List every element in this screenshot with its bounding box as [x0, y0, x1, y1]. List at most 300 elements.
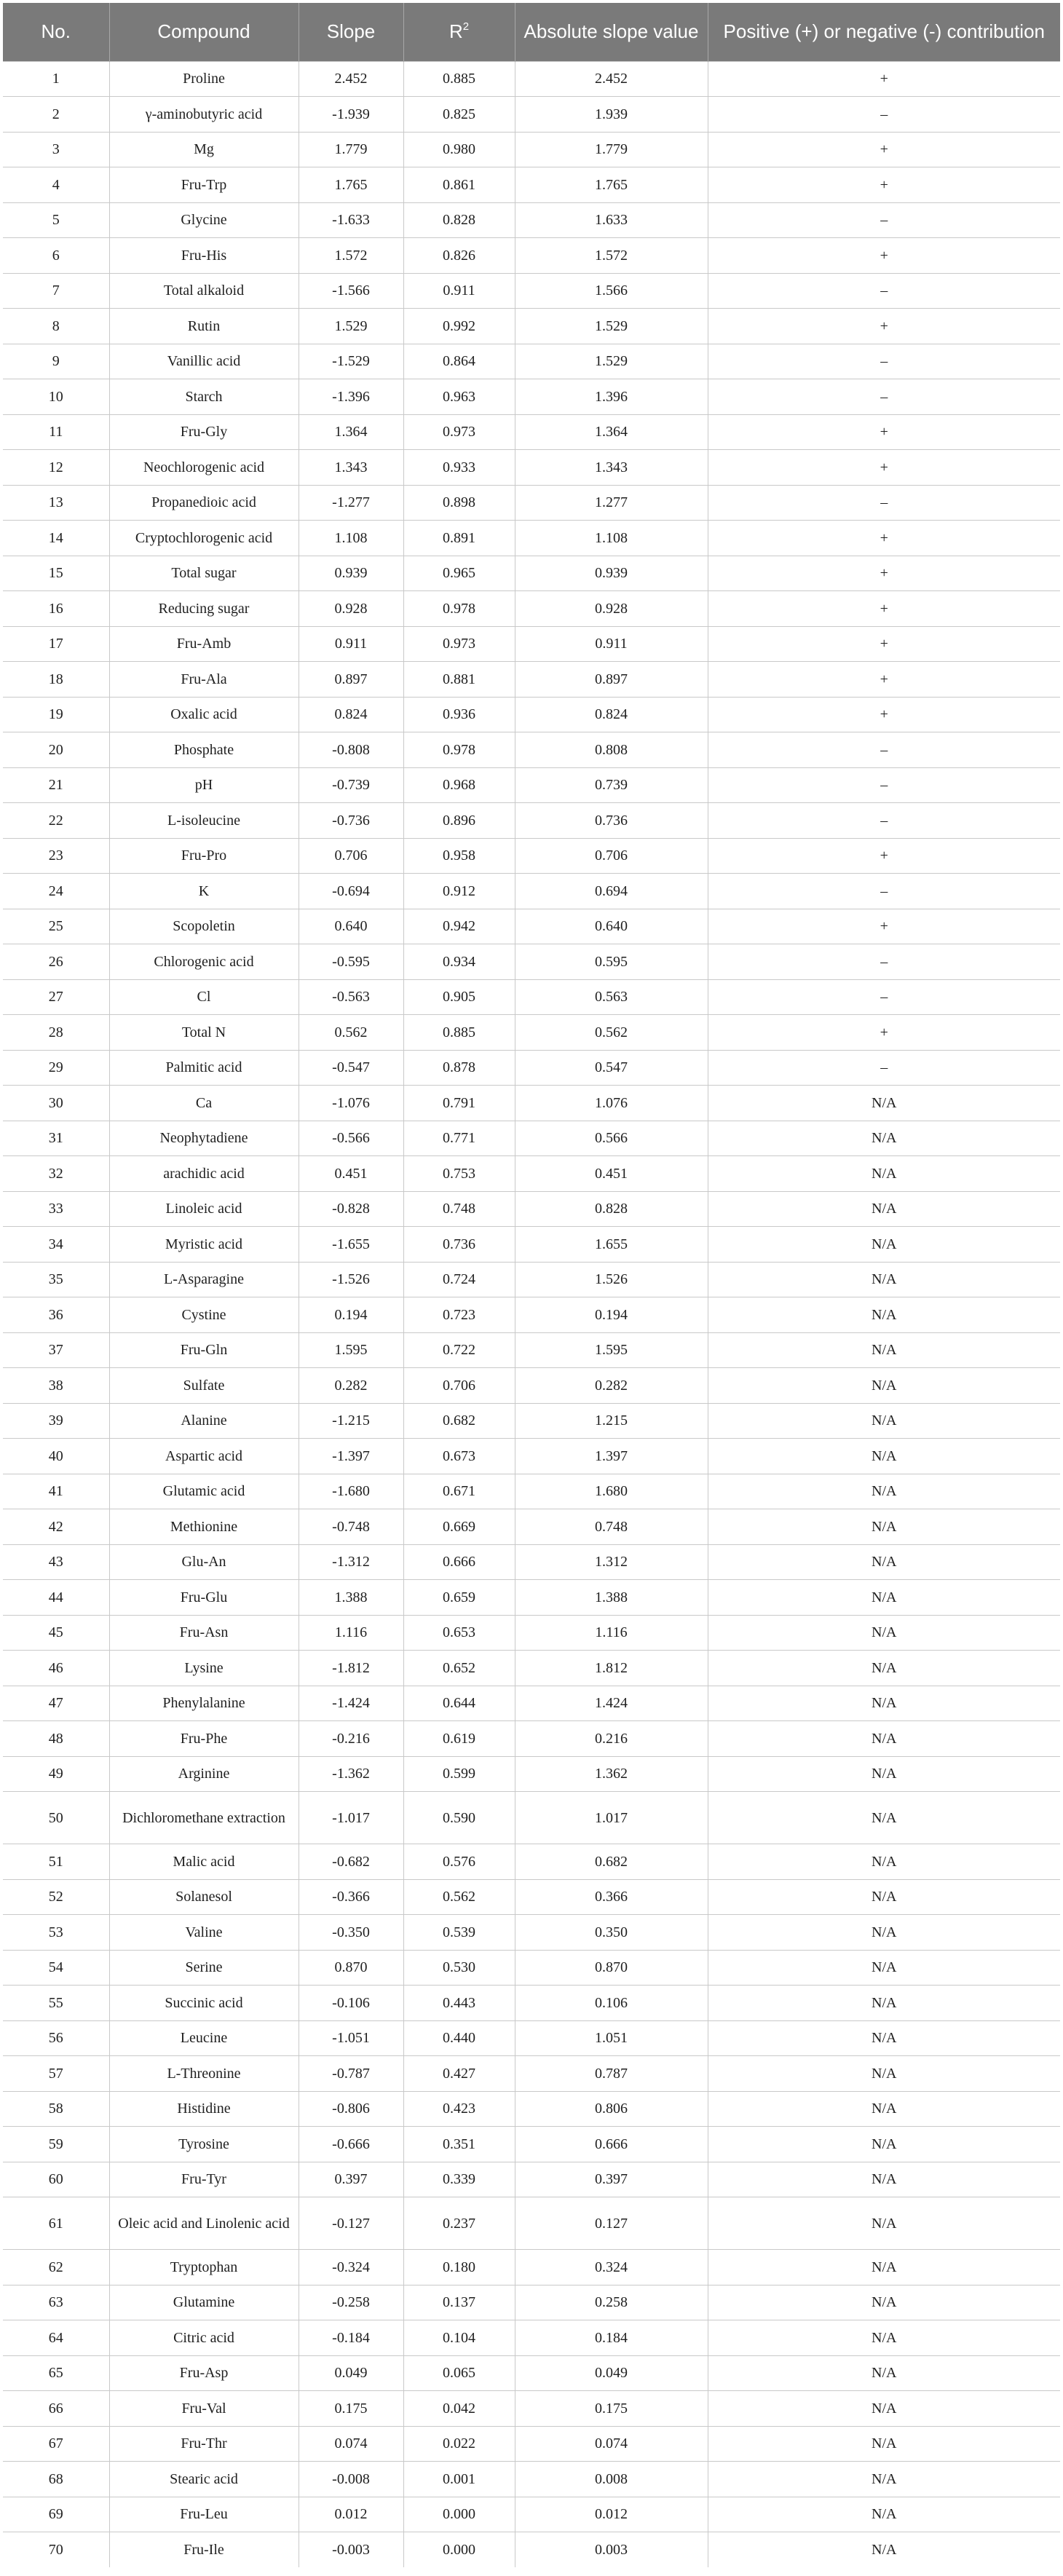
cell-compound: L-Threonine [109, 2056, 299, 2092]
cell-slope: -1.939 [299, 97, 403, 133]
table-row [3, 909, 1060, 944]
cell-slope: -1.812 [299, 1651, 403, 1686]
table-row [3, 2532, 1060, 2568]
cell-absolute-slope: 0.808 [515, 732, 708, 768]
cell-absolute-slope: 0.451 [515, 1156, 708, 1192]
table-row [3, 1191, 1060, 1227]
cell-r2: 0.771 [403, 1121, 515, 1156]
cell-absolute-slope: 0.562 [515, 1015, 708, 1051]
cell-absolute-slope: 0.258 [515, 2285, 708, 2320]
cell-r2: 0.825 [403, 97, 515, 133]
cell-r2: 0.748 [403, 1191, 515, 1227]
cell-r2: 0.706 [403, 1368, 515, 1404]
table-row [3, 2091, 1060, 2127]
cell-compound: Propanedioic acid [109, 485, 299, 521]
cell-contribution: + [708, 626, 1060, 662]
cell-compound: Solanesol [109, 1879, 299, 1915]
cell-compound: Phenylalanine [109, 1686, 299, 1721]
cell-contribution: + [708, 909, 1060, 944]
cell-compound: Total N [109, 1015, 299, 1051]
cell-compound: Dichloromethane extraction [109, 1792, 299, 1844]
cell-r2: 0.427 [403, 2056, 515, 2092]
cell-slope: -0.547 [299, 1050, 403, 1086]
table-row [3, 2497, 1060, 2532]
cell-contribution: N/A [708, 1544, 1060, 1580]
cell-no: 55 [3, 1986, 109, 2021]
cell-r2: 0.000 [403, 2497, 515, 2532]
cell-contribution: + [708, 591, 1060, 627]
cell-contribution: N/A [708, 1915, 1060, 1951]
table-row [3, 2056, 1060, 2092]
table-row [3, 1879, 1060, 1915]
cell-r2: 0.891 [403, 521, 515, 556]
cell-contribution: + [708, 697, 1060, 732]
cell-no: 24 [3, 874, 109, 909]
table-row [3, 414, 1060, 450]
cell-no: 17 [3, 626, 109, 662]
cell-compound: Sulfate [109, 1368, 299, 1404]
cell-compound: Mg [109, 132, 299, 167]
cell-absolute-slope: 1.939 [515, 97, 708, 133]
cell-slope: -0.324 [299, 2250, 403, 2285]
cell-slope: -0.682 [299, 1844, 403, 1880]
cell-absolute-slope: 1.529 [515, 309, 708, 344]
cell-slope: -0.350 [299, 1915, 403, 1951]
cell-slope: -0.366 [299, 1879, 403, 1915]
cell-absolute-slope: 0.366 [515, 1879, 708, 1915]
table-row [3, 1792, 1060, 1844]
cell-r2: 0.339 [403, 2162, 515, 2197]
cell-contribution: N/A [708, 1686, 1060, 1721]
cell-no: 40 [3, 1439, 109, 1474]
cell-r2: 0.973 [403, 414, 515, 450]
cell-no: 45 [3, 1615, 109, 1651]
cell-r2: 0.968 [403, 767, 515, 803]
cell-contribution: N/A [708, 1615, 1060, 1651]
cell-slope: 1.595 [299, 1332, 403, 1368]
cell-slope: -0.787 [299, 2056, 403, 2092]
table-row [3, 167, 1060, 203]
cell-compound: Glu-An [109, 1544, 299, 1580]
cell-contribution: N/A [708, 2497, 1060, 2532]
cell-absolute-slope: 0.194 [515, 1297, 708, 1333]
cell-contribution: – [708, 97, 1060, 133]
cell-compound: Oleic acid and Linolenic acid [109, 2197, 299, 2250]
cell-absolute-slope: 0.736 [515, 803, 708, 839]
table-row [3, 1156, 1060, 1192]
cell-slope: -0.003 [299, 2532, 403, 2568]
cell-no: 65 [3, 2355, 109, 2391]
cell-compound: arachidic acid [109, 1156, 299, 1192]
cell-compound: pH [109, 767, 299, 803]
cell-contribution: – [708, 202, 1060, 238]
cell-no: 4 [3, 167, 109, 203]
cell-slope: -1.529 [299, 344, 403, 379]
cell-contribution: N/A [708, 1191, 1060, 1227]
cell-absolute-slope: 0.870 [515, 1950, 708, 1986]
cell-contribution: N/A [708, 2391, 1060, 2427]
cell-compound: Fru-Tyr [109, 2162, 299, 2197]
cell-no: 52 [3, 1879, 109, 1915]
col-header-slope: Slope [299, 3, 403, 61]
table-row [3, 1721, 1060, 1757]
cell-contribution: N/A [708, 2426, 1060, 2462]
cell-no: 22 [3, 803, 109, 839]
cell-contribution: N/A [708, 1651, 1060, 1686]
cell-absolute-slope: 1.655 [515, 1227, 708, 1263]
cell-slope: -0.127 [299, 2197, 403, 2250]
table-row [3, 626, 1060, 662]
cell-no: 57 [3, 2056, 109, 2092]
cell-compound: Leucine [109, 2020, 299, 2056]
cell-slope: -0.666 [299, 2127, 403, 2162]
cell-r2: 0.992 [403, 309, 515, 344]
cell-compound: Tryptophan [109, 2250, 299, 2285]
table-row [3, 344, 1060, 379]
cell-compound: Aspartic acid [109, 1439, 299, 1474]
cell-r2: 0.065 [403, 2355, 515, 2391]
cell-no: 16 [3, 591, 109, 627]
cell-absolute-slope: 0.595 [515, 944, 708, 980]
cell-r2: 0.443 [403, 1986, 515, 2021]
cell-no: 23 [3, 838, 109, 874]
cell-compound: Fru-His [109, 238, 299, 274]
cell-r2: 0.042 [403, 2391, 515, 2427]
cell-r2: 0.619 [403, 1721, 515, 1757]
col-header-absolute-slope: Absolute slope value [515, 3, 708, 61]
cell-no: 49 [3, 1756, 109, 1792]
table-row [3, 1086, 1060, 1121]
cell-r2: 0.791 [403, 1086, 515, 1121]
cell-compound: Cryptochlorogenic acid [109, 521, 299, 556]
cell-slope: 0.175 [299, 2391, 403, 2427]
cell-contribution: + [708, 238, 1060, 274]
cell-no: 18 [3, 662, 109, 698]
cell-r2: 0.912 [403, 874, 515, 909]
cell-slope: 0.397 [299, 2162, 403, 2197]
cell-no: 26 [3, 944, 109, 980]
cell-absolute-slope: 0.706 [515, 838, 708, 874]
cell-absolute-slope: 0.640 [515, 909, 708, 944]
cell-compound: Scopoletin [109, 909, 299, 944]
cell-r2: 0.351 [403, 2127, 515, 2162]
cell-contribution: N/A [708, 1950, 1060, 1986]
cell-slope: 1.364 [299, 414, 403, 450]
cell-slope: 0.870 [299, 1950, 403, 1986]
cell-compound: Tyrosine [109, 2127, 299, 2162]
cell-absolute-slope: 1.396 [515, 379, 708, 415]
cell-no: 11 [3, 414, 109, 450]
cell-r2: 0.137 [403, 2285, 515, 2320]
table-row [3, 61, 1060, 97]
table-row [3, 1403, 1060, 1439]
cell-contribution: – [708, 485, 1060, 521]
cell-r2: 0.861 [403, 167, 515, 203]
cell-contribution: + [708, 838, 1060, 874]
cell-compound: Fru-Pro [109, 838, 299, 874]
cell-slope: -1.076 [299, 1086, 403, 1121]
cell-absolute-slope: 1.116 [515, 1615, 708, 1651]
cell-slope: 1.765 [299, 167, 403, 203]
cell-absolute-slope: 0.911 [515, 626, 708, 662]
cell-r2: 0.644 [403, 1686, 515, 1721]
cell-absolute-slope: 0.216 [515, 1721, 708, 1757]
cell-absolute-slope: 0.397 [515, 2162, 708, 2197]
table-body [3, 61, 1060, 2567]
table-row [3, 2462, 1060, 2497]
cell-absolute-slope: 0.666 [515, 2127, 708, 2162]
cell-compound: γ-aminobutyric acid [109, 97, 299, 133]
cell-absolute-slope: 0.928 [515, 591, 708, 627]
cell-absolute-slope: 0.566 [515, 1121, 708, 1156]
table-row [3, 1332, 1060, 1368]
cell-slope: 0.049 [299, 2355, 403, 2391]
cell-r2: 0.724 [403, 1262, 515, 1297]
cell-slope: -0.184 [299, 2320, 403, 2356]
table-row [3, 556, 1060, 591]
cell-absolute-slope: 2.452 [515, 61, 708, 97]
table-row [3, 485, 1060, 521]
cell-r2: 0.562 [403, 1879, 515, 1915]
cell-slope: 0.074 [299, 2426, 403, 2462]
cell-slope: 0.012 [299, 2497, 403, 2532]
cell-absolute-slope: 0.563 [515, 979, 708, 1015]
cell-compound: Serine [109, 1950, 299, 1986]
table-row [3, 2020, 1060, 2056]
cell-compound: Fru-Gln [109, 1332, 299, 1368]
table-row [3, 2197, 1060, 2250]
cell-r2: 0.652 [403, 1651, 515, 1686]
cell-r2: 0.001 [403, 2462, 515, 2497]
cell-no: 19 [3, 697, 109, 732]
table-row [3, 732, 1060, 768]
cell-slope: -1.277 [299, 485, 403, 521]
cell-no: 50 [3, 1792, 109, 1844]
cell-contribution: N/A [708, 1086, 1060, 1121]
cell-compound: Fru-Ile [109, 2532, 299, 2568]
table-row [3, 2162, 1060, 2197]
cell-slope: -0.808 [299, 732, 403, 768]
cell-no: 63 [3, 2285, 109, 2320]
cell-r2: 0.682 [403, 1403, 515, 1439]
cell-absolute-slope: 1.424 [515, 1686, 708, 1721]
cell-contribution: N/A [708, 2162, 1060, 2197]
cell-slope: -1.526 [299, 1262, 403, 1297]
cell-no: 66 [3, 2391, 109, 2427]
cell-contribution: + [708, 1015, 1060, 1051]
table-header [3, 3, 1060, 61]
cell-r2: 0.673 [403, 1439, 515, 1474]
cell-absolute-slope: 1.529 [515, 344, 708, 379]
cell-contribution: + [708, 309, 1060, 344]
table-row [3, 1615, 1060, 1651]
cell-absolute-slope: 1.277 [515, 485, 708, 521]
cell-slope: 2.452 [299, 61, 403, 97]
cell-contribution: N/A [708, 1156, 1060, 1192]
cell-compound: Alanine [109, 1403, 299, 1439]
cell-r2: 0.936 [403, 697, 515, 732]
cell-slope: -0.694 [299, 874, 403, 909]
cell-absolute-slope: 0.748 [515, 1509, 708, 1545]
cell-no: 64 [3, 2320, 109, 2356]
cell-slope: 0.706 [299, 838, 403, 874]
cell-no: 14 [3, 521, 109, 556]
cell-compound: Glutamic acid [109, 1474, 299, 1509]
cell-compound: Histidine [109, 2091, 299, 2127]
cell-contribution: – [708, 379, 1060, 415]
table-row [3, 521, 1060, 556]
cell-r2: 0.864 [403, 344, 515, 379]
cell-no: 53 [3, 1915, 109, 1951]
cell-absolute-slope: 0.824 [515, 697, 708, 732]
cell-r2: 0.576 [403, 1844, 515, 1880]
table-row [3, 1262, 1060, 1297]
cell-r2: 0.423 [403, 2091, 515, 2127]
cell-slope: 0.562 [299, 1015, 403, 1051]
cell-contribution: + [708, 61, 1060, 97]
cell-compound: Vanillic acid [109, 344, 299, 379]
cell-r2: 0.980 [403, 132, 515, 167]
cell-absolute-slope: 1.017 [515, 1792, 708, 1844]
cell-no: 56 [3, 2020, 109, 2056]
cell-absolute-slope: 0.003 [515, 2532, 708, 2568]
cell-r2: 0.599 [403, 1756, 515, 1792]
cell-slope: -0.748 [299, 1509, 403, 1545]
cell-absolute-slope: 1.812 [515, 1651, 708, 1686]
table-row [3, 2355, 1060, 2391]
cell-r2: 0.934 [403, 944, 515, 980]
cell-absolute-slope: 0.012 [515, 2497, 708, 2532]
table-row [3, 202, 1060, 238]
cell-compound: Fru-Leu [109, 2497, 299, 2532]
cell-no: 15 [3, 556, 109, 591]
cell-compound: Rutin [109, 309, 299, 344]
cell-r2: 0.653 [403, 1615, 515, 1651]
cell-no: 70 [3, 2532, 109, 2568]
cell-r2: 0.539 [403, 1915, 515, 1951]
table-row [3, 309, 1060, 344]
cell-contribution: N/A [708, 2532, 1060, 2568]
cell-contribution: + [708, 556, 1060, 591]
cell-absolute-slope: 1.595 [515, 1332, 708, 1368]
cell-absolute-slope: 0.787 [515, 2056, 708, 2092]
cell-r2: 0.671 [403, 1474, 515, 1509]
cell-contribution: – [708, 344, 1060, 379]
cell-absolute-slope: 0.184 [515, 2320, 708, 2356]
cell-contribution: N/A [708, 1368, 1060, 1404]
table-row [3, 1509, 1060, 1545]
cell-slope: -1.397 [299, 1439, 403, 1474]
cell-compound: Fru-Amb [109, 626, 299, 662]
cell-absolute-slope: 0.682 [515, 1844, 708, 1880]
cell-absolute-slope: 0.939 [515, 556, 708, 591]
cell-contribution: + [708, 450, 1060, 486]
table-row [3, 450, 1060, 486]
cell-r2: 0.530 [403, 1950, 515, 1986]
cell-no: 27 [3, 979, 109, 1015]
cell-r2: 0.942 [403, 909, 515, 944]
cell-absolute-slope: 0.106 [515, 1986, 708, 2021]
table-row [3, 1050, 1060, 1086]
cell-contribution: N/A [708, 1986, 1060, 2021]
cell-contribution: N/A [708, 2020, 1060, 2056]
cell-contribution: – [708, 979, 1060, 1015]
cell-r2: 0.666 [403, 1544, 515, 1580]
cell-r2: 0.022 [403, 2426, 515, 2462]
data-table [3, 3, 1060, 2567]
cell-no: 21 [3, 767, 109, 803]
cell-no: 41 [3, 1474, 109, 1509]
cell-no: 9 [3, 344, 109, 379]
cell-r2: 0.826 [403, 238, 515, 274]
cell-r2: 0.963 [403, 379, 515, 415]
cell-slope: -0.739 [299, 767, 403, 803]
cell-slope: 1.343 [299, 450, 403, 486]
cell-slope: 1.108 [299, 521, 403, 556]
cell-no: 39 [3, 1403, 109, 1439]
cell-r2: 0.722 [403, 1332, 515, 1368]
cell-compound: Neophytadiene [109, 1121, 299, 1156]
cell-absolute-slope: 1.566 [515, 273, 708, 309]
cell-contribution: – [708, 767, 1060, 803]
table-row [3, 2250, 1060, 2285]
table-row [3, 1227, 1060, 1263]
cell-no: 25 [3, 909, 109, 944]
cell-r2: 0.659 [403, 1580, 515, 1616]
cell-absolute-slope: 1.343 [515, 450, 708, 486]
table-row [3, 1439, 1060, 1474]
cell-slope: 0.640 [299, 909, 403, 944]
cell-no: 61 [3, 2197, 109, 2250]
cell-slope: 0.451 [299, 1156, 403, 1192]
table-row [3, 767, 1060, 803]
cell-r2: 0.978 [403, 732, 515, 768]
cell-no: 62 [3, 2250, 109, 2285]
cell-no: 59 [3, 2127, 109, 2162]
cell-absolute-slope: 1.397 [515, 1439, 708, 1474]
cell-contribution: + [708, 132, 1060, 167]
cell-contribution: N/A [708, 2250, 1060, 2285]
cell-contribution: – [708, 732, 1060, 768]
cell-absolute-slope: 0.828 [515, 1191, 708, 1227]
table-row [3, 979, 1060, 1015]
cell-absolute-slope: 0.694 [515, 874, 708, 909]
cell-compound: Valine [109, 1915, 299, 1951]
cell-slope: 1.572 [299, 238, 403, 274]
cell-no: 13 [3, 485, 109, 521]
cell-contribution: N/A [708, 1844, 1060, 1880]
cell-slope: -0.595 [299, 944, 403, 980]
cell-no: 33 [3, 1191, 109, 1227]
cell-compound: Stearic acid [109, 2462, 299, 2497]
cell-absolute-slope: 1.312 [515, 1544, 708, 1580]
cell-compound: Myristic acid [109, 1227, 299, 1263]
cell-slope: 1.529 [299, 309, 403, 344]
cell-absolute-slope: 0.324 [515, 2250, 708, 2285]
cell-compound: Fru-Thr [109, 2426, 299, 2462]
cell-absolute-slope: 1.108 [515, 521, 708, 556]
cell-no: 47 [3, 1686, 109, 1721]
cell-compound: Ca [109, 1086, 299, 1121]
cell-compound: Oxalic acid [109, 697, 299, 732]
cell-absolute-slope: 1.633 [515, 202, 708, 238]
cell-contribution: N/A [708, 1756, 1060, 1792]
cell-contribution: N/A [708, 1580, 1060, 1616]
cell-r2: 0.898 [403, 485, 515, 521]
cell-absolute-slope: 1.364 [515, 414, 708, 450]
cell-contribution: – [708, 874, 1060, 909]
cell-no: 1 [3, 61, 109, 97]
